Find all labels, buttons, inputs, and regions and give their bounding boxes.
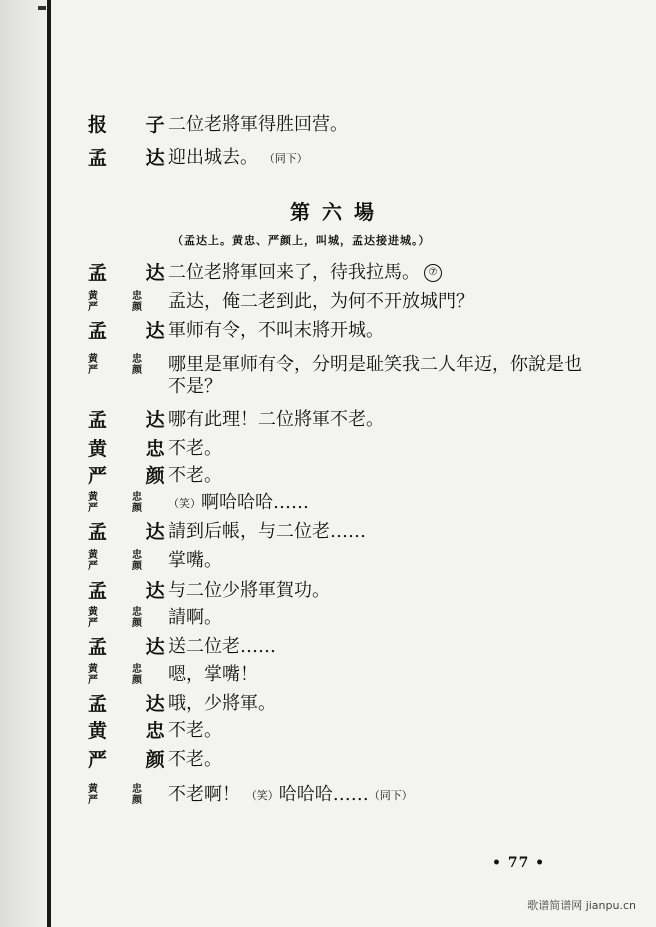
scene-title: 第六場 (290, 200, 386, 224)
dialogue-line (0, 405, 656, 435)
dialogue-line (0, 632, 656, 662)
page-number: • 77 • (492, 855, 546, 871)
dialogue-line (0, 546, 656, 576)
speaker-name: 黄 忠 (88, 438, 181, 460)
dialogue-text: 孟达，俺二老到此，为何不开放城門？ (168, 291, 474, 312)
dialogue-line (0, 660, 656, 690)
dialogue-line (0, 316, 656, 346)
speaker-pair: 黄 严 忠 颜 (88, 784, 142, 806)
dialogue-text: 不老。 (168, 720, 222, 741)
speaker-name: 孟 达 (88, 320, 181, 342)
speaker-name: 黄 忠 (88, 720, 181, 742)
speaker-name: 孟 达 (88, 580, 181, 602)
dialogue-continuation: 不是？ (168, 376, 222, 397)
stage-note: （笑） (245, 789, 279, 802)
dialogue-text: 哪里是軍师有令，分明是耻笑我二人年迈，你說是也 (168, 354, 582, 375)
speaker-pair: 黄 严 忠 颜 (88, 354, 142, 376)
dialogue-text: 哦，少將軍。 (168, 693, 276, 714)
speaker-name: 孟 达 (88, 262, 181, 284)
dialogue-text: 軍师有令，不叫末將开城。 (168, 320, 384, 341)
scan-mark (38, 6, 46, 10)
dialogue-line (0, 287, 656, 317)
speaker-name: 严 颜 (88, 465, 181, 487)
dialogue-line (0, 576, 656, 606)
dialogue-line (0, 143, 656, 173)
dialogue-text: （笑）啊哈哈哈…… (168, 492, 309, 513)
dialogue-line (0, 488, 656, 518)
dialogue-text: 嗯，掌嘴！ (168, 664, 258, 685)
speaker-name: 孟 达 (88, 693, 181, 715)
speaker-name: 孟 达 (88, 521, 181, 543)
speaker-name: 报 子 (88, 114, 181, 136)
dialogue-text: 不老啊！ （笑）哈哈哈……（同下） (168, 784, 413, 805)
dialogue-text: 二位老將軍得胜回营。 (168, 114, 348, 135)
dialogue-text: 哪有此理！二位將軍不老。 (168, 409, 384, 430)
dialogue-text: 掌嘴。 (168, 550, 222, 571)
footnote-mark: ⑦ (424, 264, 442, 282)
dialogue-line (0, 517, 656, 547)
dialogue-line (0, 350, 656, 380)
speaker-pair: 黄 严 忠 颜 (88, 550, 142, 572)
speaker-pair: 黄 严 忠 颜 (88, 607, 142, 629)
dialogue-line (0, 603, 656, 633)
dialogue-line (0, 110, 656, 140)
speaker-name: 孟 达 (88, 636, 181, 658)
speaker-name: 孟 达 (88, 409, 181, 431)
stage-direction: （孟达上。黄忠、严颜上，叫城，孟达接进城。） (172, 234, 431, 247)
dialogue-text: 不老。 (168, 438, 222, 459)
speaker-pair: 黄 严 忠 颜 (88, 492, 142, 514)
dialogue-text: 送二位老…… (168, 636, 276, 657)
dialogue-text: 請啊。 (168, 607, 222, 628)
dialogue-text: 不老。 (168, 749, 222, 770)
dialogue-line (0, 716, 656, 746)
speaker-pair: 黄 严 忠 颜 (88, 664, 142, 686)
dialogue-line (0, 434, 656, 464)
dialogue-text: 二位老將軍回来了，待我拉馬。 ⑦ (168, 258, 586, 288)
dialogue-text: 請到后帳，与二位老…… (168, 521, 366, 542)
stage-note: （同下） (368, 789, 413, 802)
dialogue-text: 不老。 (168, 465, 222, 486)
dialogue-line (0, 461, 656, 491)
dialogue-line (0, 689, 656, 719)
speaker-name: 孟 达 (88, 147, 181, 169)
speaker-name: 严 颜 (88, 749, 181, 771)
dialogue-line (0, 780, 656, 810)
speaker-pair: 黄 严 忠 颜 (88, 291, 142, 313)
dialogue-text: 迎出城去。 （同下） (168, 147, 308, 168)
watermark: 歌谱简谱网 jianpu.cn (527, 899, 636, 912)
dialogue-line (0, 258, 656, 288)
dialogue-line (0, 745, 656, 775)
stage-note: （笑） (168, 497, 201, 510)
dialogue-text: 与二位少將軍賀功。 (168, 580, 330, 601)
stage-note: （同下） (263, 152, 308, 165)
